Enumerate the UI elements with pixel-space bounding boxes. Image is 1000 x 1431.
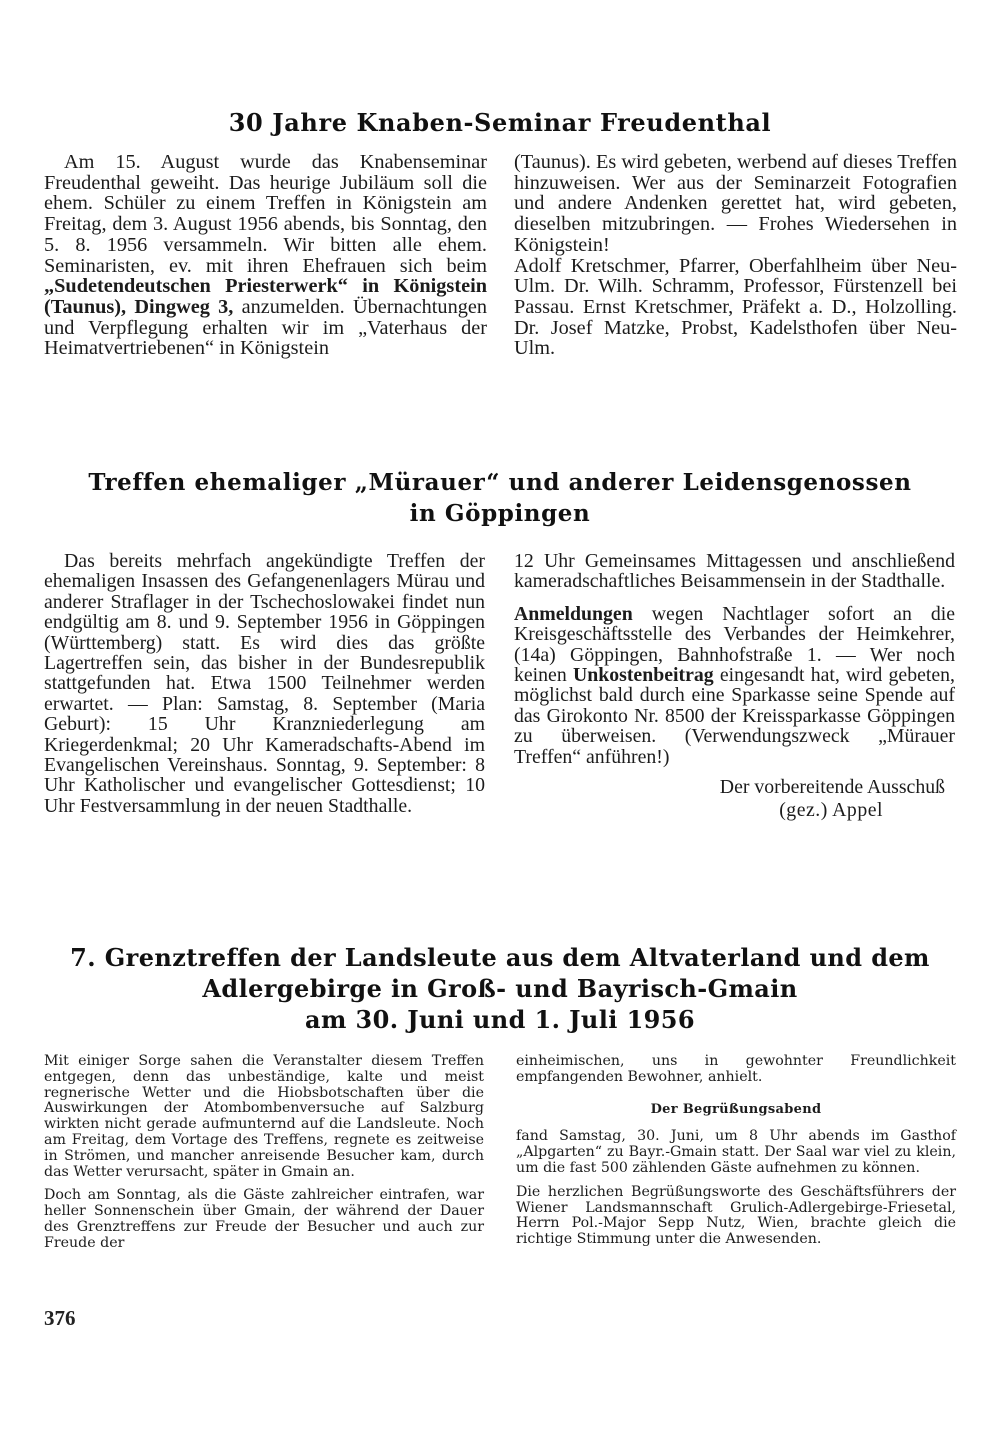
article-3-title-line-3: am 30. Juni und 1. Juli 1956 (305, 1005, 695, 1034)
article-1-right-column (514, 152, 957, 359)
article-3-left-column (44, 1054, 484, 1252)
article-2-bold-anmeldungen: Anmeldungen (514, 602, 633, 625)
article-2-text-a: wegen Nachtlager sofort an die Kreisgeschäftsstelle des Verbandes der Heimkehrer, (14a) Göppingen, Bahnhofstraße 1. — Wer noch keinen (514, 602, 955, 687)
article-3-title-line-1: 7. Grenztreffen der Landsleute aus dem Altvaterland und dem (70, 943, 930, 972)
article-2-right-column (514, 551, 955, 821)
article-2-title-line-1: Treffen ehemaliger „Mürauer“ und anderer Leidensgenossen (88, 469, 912, 496)
article-1-text-a: Am 15. August wurde das Knabenseminar Freudenthal geweiht. Das heurige Jubiläum soll die ehem. Schüler zu einem Treffen in Königstein am Freitag, dem 3. August 1956 abends, bis Sonntag, den 5. 8. 1956 versammeln. Wir bitten alle ehem. Seminaristen, ev. mit ihren Ehefrauen sich beim (44, 151, 487, 277)
article-2-right-paragraph-1: 12 Uhr Gemeinsames Mittagessen und anschließend kameradschaftliches Beisammensein in der Stadthalle. (514, 550, 955, 593)
article-3-right-paragraph-1: einheimischen, uns in gewohnter Freundlichkeit empfangenden Bewohner, anhielt. (516, 1053, 956, 1085)
article-3-left-paragraph-2: Doch am Sonntag, als die Gäste zahlreicher eintrafen, war heller Sonnenschein über Gmain, der während der Dauer des Grenztreffens zur Freude der Besucher und auch zur Freude der (44, 1187, 484, 1251)
article-1-text-b: anzumelden. Übernachtungen und Verpflegung erhalten wir im „Vaterhaus der Heimatvertriebenen“ in Königstein (44, 295, 487, 360)
article-1-left-column (44, 152, 487, 359)
article-1-title: 30 Jahre Knaben-Seminar Freudenthal (228, 108, 772, 137)
article-3-title-line-2: Adlergebirge in Groß- und Bayrisch-Gmain (202, 974, 798, 1003)
article-2-signature-line-1: Der vorbereitende Ausschuß (719, 776, 945, 799)
article-2-title (0, 467, 1000, 529)
article-2-right-paragraph-2 (514, 604, 955, 767)
article-1-bold-address: „Sudetendeutschen Priesterwerk“ in Königstein (Taunus), Dingweg 3, (44, 275, 487, 318)
article-3-left-paragraph-1: Mit einiger Sorge sahen die Veranstalter diesem Treffen entgegen, denn das unbeständige, kalte und meist regnerische Wetter und die Hiobsbotschaften über die Auswirkungen der Atombombenversuche auf Salzburg wirkten nicht gerade aufmunternd auf die Landsleute. Noch am Freitag, dem Vortage des Treffens, regnete es zeitweise in Strömen, und mancher anreisende Besucher kam, durch das Wetter verursacht, später in Gmain an. (44, 1053, 484, 1180)
article-3-right-paragraph-3: Die herzlichen Begrüßungsworte des Geschäftsführers der Wiener Landsmannschaft Grulich-Adlergebirge-Friesetal, Herrn Pol.-Major Sepp Nutz, Wien, brachte gleich die richtige Stimmung unter die Anwesenden. (516, 1183, 956, 1248)
article-3-right-paragraph-2: fand Samstag, 30. Juni, um 8 Uhr abends im Gasthof „Alpgarten“ zu Bayr.-Gmain statt. Der Saal war viel zu klein, um die fast 500 zählenden Gäste aufnehmen zu können. (516, 1128, 956, 1176)
article-2-left-paragraph: Das bereits mehrfach angekündigte Treffen der ehemaligen Insassen des Gefangenenlagers Mürau und anderer Straflager in der Tschechoslowakei findet nun endgültig am 8. und 9. September 1956 in Göppingen (Württemberg) statt. Es wird dies das größte Lagertreffen sein, das bisher in der Bundesrepublik stattgefunden hat. Etwa 1500 Teilnehmer werden erwartet. — Plan: Samstag, 8. September (Maria Geburt): 15 Uhr Kranzniederlegung am Kriegerdenkmal; 20 Uhr Kameradschafts-Abend im Evangelischen Vereinshaus. Sonntag, 9. September: 8 Uhr Katholischer und evangelischer Gottesdienst; 10 Uhr Festversammlung in der neuen Stadthalle. (44, 550, 485, 817)
article-3-title (0, 942, 1000, 1035)
article-3-right-column (516, 1054, 956, 1248)
article-2-signature-line-2: (gez.) Appel (779, 799, 883, 822)
article-1-left-paragraph (44, 152, 487, 359)
article-1-signatories: Adolf Kretschmer, Pfarrer, Oberfahlheim über Neu-Ulm. Dr. Wilh. Schramm, Professor, Fürstenzell bei Passau. Ernst Kretschmer, Präfekt a. D., Holzolling. Dr. Josef Matzke, Probst, Kadelsthofen über Neu-Ulm. (514, 254, 957, 360)
article-3-subheading: Der Begrüßungsabend (650, 1101, 822, 1117)
page-number: 376 (44, 1306, 76, 1330)
article-2-left-column (44, 551, 485, 816)
article-2-bold-unkosten: Unkostenbeitrag (572, 664, 714, 687)
article-2-text-b: eingesandt hat, wird gebeten, möglichst bald durch eine Sparkasse seine Spende auf das Girokonto Nr. 8500 der Kreissparkasse Göppingen zu überweisen. (Verwendungszweck „Mürauer Treffen“ anführen!) (514, 664, 955, 768)
article-1-right-paragraph-1: (Taunus). Es wird gebeten, werbend auf dieses Treffen hinzuweisen. Wer aus der Seminarzeit Fotografien und andere Andenken gerettet hat, wird gebeten, dieselben mitzubringen. — Frohes Wiedersehen in Königstein! (514, 151, 957, 256)
article-2-title-line-2: in Göppingen (409, 500, 591, 527)
